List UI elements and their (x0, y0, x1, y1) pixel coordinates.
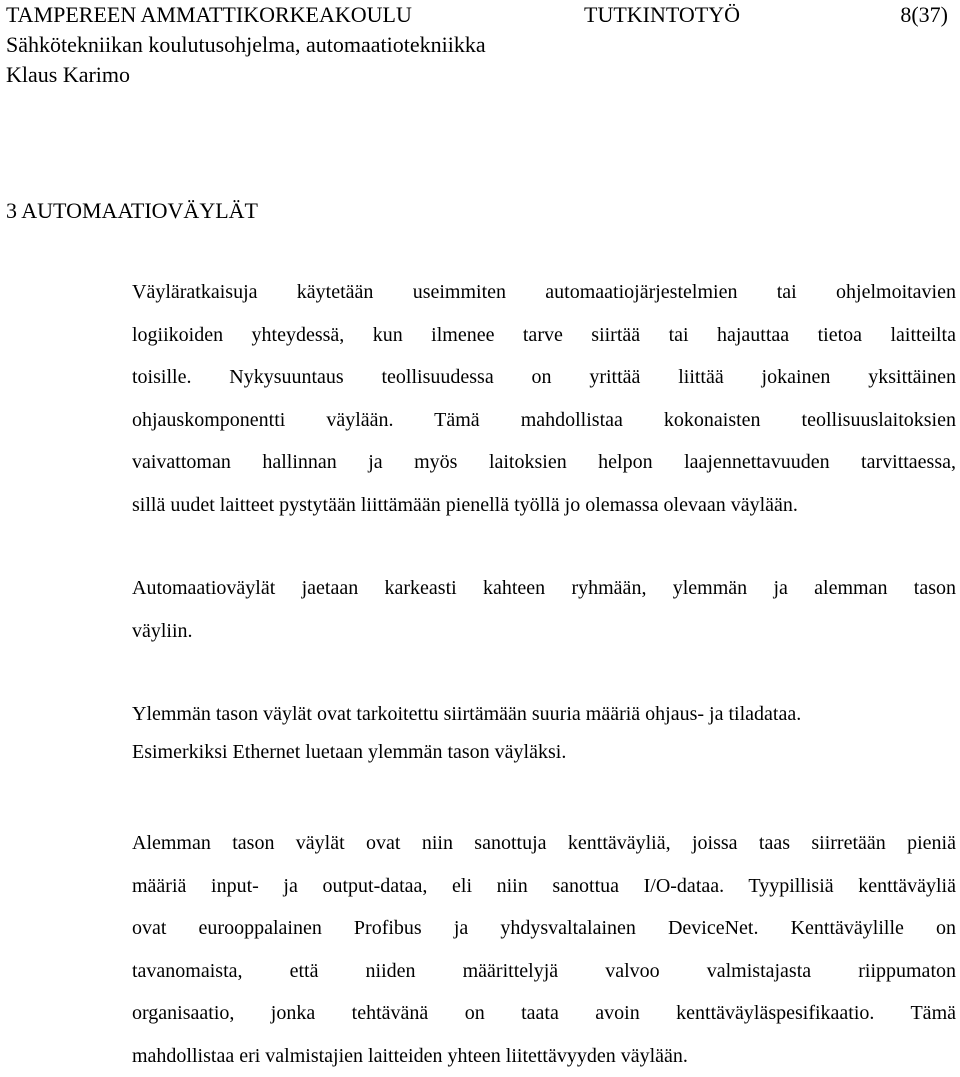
paragraph-line: määriä input- ja output-dataa, eli niin sanottua I/O-dataa. Tyypillisiä kenttäväyliä (132, 865, 956, 908)
header-line-3 (6, 60, 954, 90)
paragraph-line: ohjauskomponentti väylään. Tämä mahdollistaa kokonaisten teollisuuslaitoksien (132, 399, 956, 442)
header-author: Klaus Karimo (6, 60, 130, 90)
paragraph-4 (132, 822, 956, 1077)
header-school: TAMPEREEN AMMATTIKORKEAKOULU (6, 0, 412, 30)
paragraph-line: mahdollistaa eri valmistajien laitteiden yhteen liitettävyyden väylään. (132, 1035, 956, 1077)
paragraph-2 (132, 567, 956, 652)
paragraph-line: vaivattoman hallinnan ja myös laitoksien helpon laajennettavuuden tarvittaessa, (132, 441, 956, 484)
paragraph-line: sillä uudet laitteet pystytään liittämään pienellä työllä jo olemassa olevaan väylään. (132, 484, 956, 527)
paragraph-line: Väyläratkaisuja käytetään useimmiten automaatiojärjestelmien tai ohjelmoitavien (132, 271, 956, 314)
paragraph-line: logiikoiden yhteydessä, kun ilmenee tarve siirtää tai hajauttaa tietoa laitteilta (132, 314, 956, 357)
paragraph-line: organisaatio, jonka tehtävänä on taata avoin kenttäväyläspesifikaatio. Tämä (132, 992, 956, 1035)
header-line-2 (6, 30, 954, 60)
paragraph-line: Automaatioväylät jaetaan karkeasti kahteen ryhmään, ylemmän ja alemman tason (132, 567, 956, 610)
paragraph-3 (132, 695, 956, 771)
header-page-number: 8(37) (900, 0, 948, 30)
paragraph-line: Ylemmän tason väylät ovat tarkoitettu siirtämään suuria määriä ohjaus- ja tiladataa. (132, 695, 956, 733)
header-program: Sähkötekniikan koulutusohjelma, automaatiotekniikka (6, 30, 486, 60)
paragraph-line: Alemman tason väylät ovat niin sanottuja kenttäväyliä, joissa taas siirretään pieniä (132, 822, 956, 865)
paragraph-1 (132, 271, 956, 526)
header-line-1 (6, 0, 954, 30)
page-header (6, 0, 954, 90)
paragraph-line: Esimerkiksi Ethernet luetaan ylemmän tason väyläksi. (132, 733, 956, 771)
paragraph-line: ovat eurooppalainen Profibus ja yhdysvaltalainen DeviceNet. Kenttäväylille on (132, 907, 956, 950)
section-heading: 3 AUTOMAATIOVÄYLÄT (6, 196, 258, 226)
paragraph-line: toisille. Nykysuuntaus teollisuudessa on yrittää liittää jokainen yksittäinen (132, 356, 956, 399)
paragraph-line: tavanomaista, että niiden määrittelyjä valvoo valmistajasta riippumaton (132, 950, 956, 993)
header-doctype: TUTKINTOTYÖ (584, 0, 740, 30)
paragraph-line: väyliin. (132, 610, 956, 653)
